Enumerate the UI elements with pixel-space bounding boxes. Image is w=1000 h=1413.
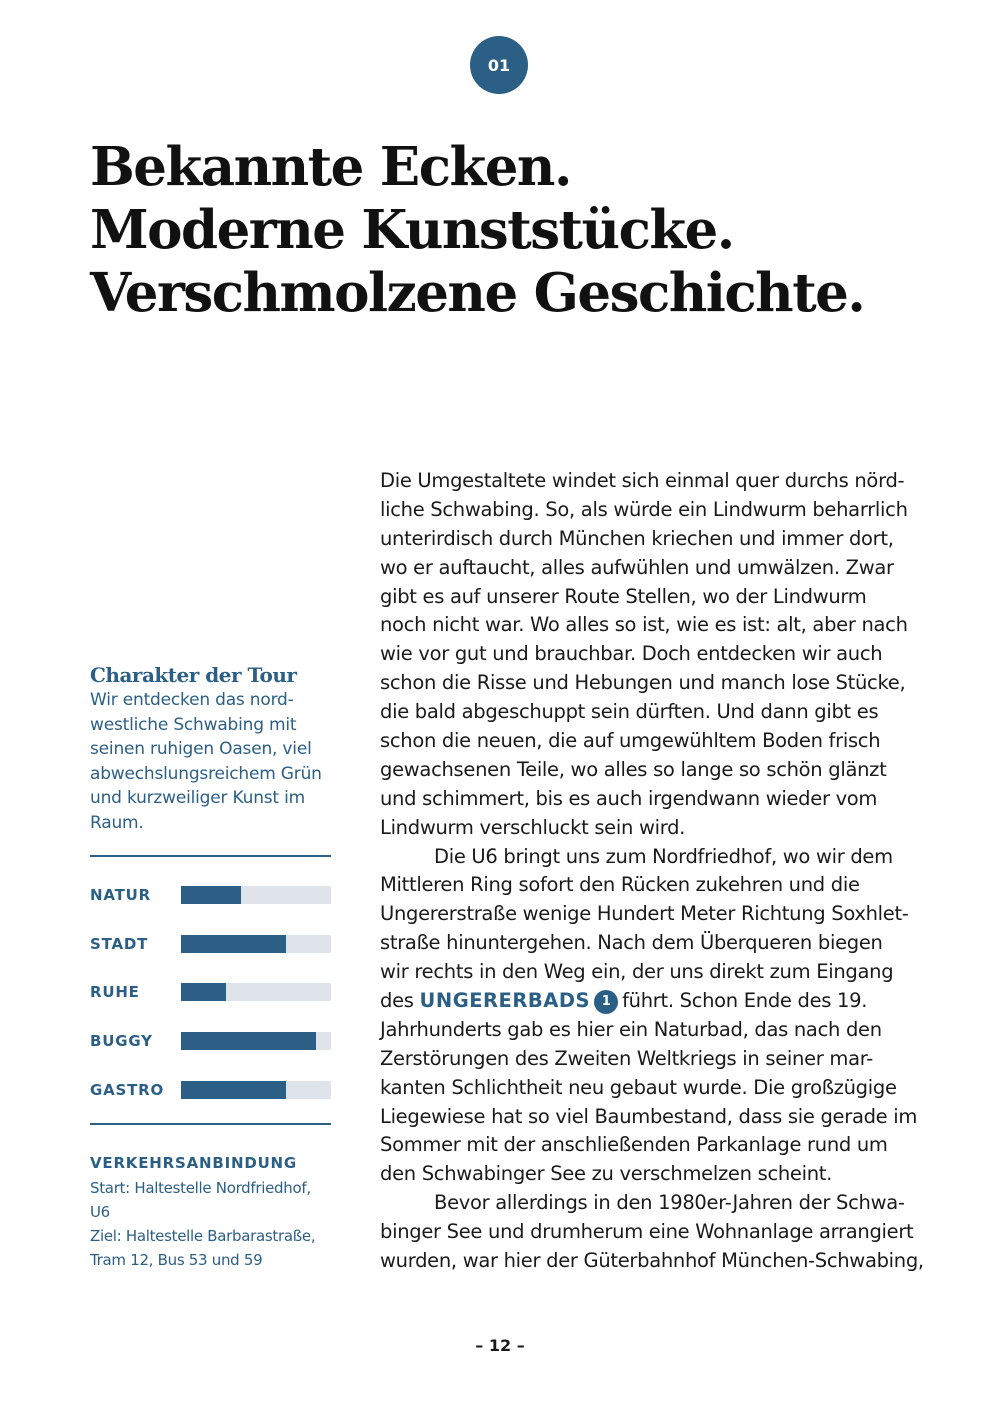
body-line: Sommer mit der anschließenden Parkanlage rund um (380, 1133, 888, 1157)
page-number: – 12 – (475, 1336, 525, 1355)
rating-fill (181, 983, 226, 1001)
transport-title: VERKEHRSANBINDUNG (90, 1154, 298, 1172)
body-line: Jahrhunderts gab es hier ein Naturbad, das nach den (380, 1017, 882, 1041)
body-line: Mittleren Ring sofort den Rücken zukehren und die (380, 873, 860, 897)
transport-line: Ziel: Haltestelle Barbarastraße, (90, 1227, 316, 1245)
tour-character-text: Wir entdecken das nord-westliche Schwabing mit seinen ruhigen Oasen, viel abwechslungsreichem Grün und kurzweiliger Kunst im Raum. (90, 690, 322, 833)
body-line: wir rechts in den Weg ein, der uns direkt zum Eingang (380, 960, 894, 984)
headline-line-1: Bekannte Ecken. (90, 136, 571, 198)
place-callout-ungererbad: UNGERERBADS (419, 989, 591, 1013)
chapter-number-badge (470, 36, 528, 94)
tour-character-title: Charakter der Tour (90, 663, 297, 687)
body-line: Zerstörungen des Zweiten Weltkriegs in seiner mar- (380, 1046, 873, 1070)
body-line: Ungererstraße wenige Hundert Meter Richtung Soxhlet- (380, 902, 909, 926)
body-line: Liegewiese hat so viel Baumbestand, dass sie gerade im (380, 1104, 918, 1128)
body-line: Die Umgestaltete windet sich einmal quer durchs nörd- (380, 469, 905, 492)
callout-prefix: des (380, 989, 414, 1013)
body-line: straße hinuntergehen. Nach dem Überqueren biegen (380, 931, 883, 955)
body-line: gibt es auf unserer Route Stellen, wo der Lindwurm (380, 584, 867, 608)
callout-suffix: führt. Schon Ende des 19. (622, 989, 868, 1013)
rating-label: RUHE (90, 983, 140, 1001)
body-line: wo er auftaucht, alles aufwühlen und umwälzen. Zwar (380, 555, 894, 579)
rating-label: STADT (90, 935, 149, 953)
body-line: liche Schwabing. So, als würde ein Lindwurm beharrlich (380, 497, 908, 521)
headline-line-3: Verschmolzene Geschichte. (90, 262, 865, 324)
rating-label: GASTRO (90, 1081, 165, 1099)
rating-fill (181, 935, 286, 953)
rating-natur (90, 885, 331, 905)
body-line: wie vor gut und brauchbar. Doch entdecken wir auch (380, 642, 883, 666)
body-line: kanten Schlichtheit neu gebaut wurde. Die großzügige (380, 1075, 897, 1099)
rating-stadt (90, 934, 331, 954)
body-line: Lindwurm verschluckt sein wird. (380, 815, 686, 839)
rating-track (181, 1032, 331, 1050)
body-line: schon die Risse und Hebungen und manch lose Stücke, (380, 671, 906, 695)
body-line: den Schwabinger See zu verschmelzen scheint. (380, 1162, 833, 1186)
rating-gastro (90, 1080, 331, 1100)
transport-line: U6 (90, 1203, 110, 1221)
body-line: Die U6 bringt uns zum Nordfriedhof, wo wir dem (434, 844, 893, 868)
rating-track (181, 1081, 331, 1099)
body-line: und schimmert, bis es auch irgendwann wieder vom (380, 786, 878, 810)
body-line-callout (380, 987, 920, 1016)
rating-fill (181, 1032, 316, 1050)
body-line: unterirdisch durch München kriechen und immer dort, (380, 526, 894, 550)
body-line: gewachsenen Teile, wo alles so lange so schön glänzt (380, 757, 887, 781)
rating-fill (181, 886, 241, 904)
sidebar-divider-bottom (90, 1123, 331, 1125)
tour-character-box (90, 662, 331, 835)
transport-info (90, 1154, 331, 1272)
body-line: binger See und drumherum eine Wohnanlage arrangiert (380, 1220, 914, 1244)
body-line: schon die neuen, die auf umgewühltem Boden frisch (380, 729, 881, 753)
rating-buggy (90, 1031, 331, 1051)
rating-track (181, 935, 331, 953)
sidebar-divider-top (90, 855, 331, 857)
rating-fill (181, 1081, 286, 1099)
body-text (380, 467, 924, 1276)
page-headline (90, 136, 970, 325)
body-line: noch nicht war. Wo alles so ist, wie es ist: alt, aber nach (380, 613, 908, 637)
rating-label: NATUR (90, 886, 151, 904)
rating-track (181, 983, 331, 1001)
map-marker-badge: 1 (594, 990, 618, 1014)
rating-track (181, 886, 331, 904)
rating-label: BUGGY (90, 1032, 153, 1050)
transport-line: Tram 12, Bus 53 und 59 (90, 1251, 263, 1269)
body-line: Bevor allerdings in den 1980er-Jahren der Schwa- (434, 1191, 905, 1215)
body-line: wurden, war hier der Güterbahnhof München-Schwabing, (380, 1249, 924, 1273)
chapter-number: 01 (487, 55, 511, 75)
body-line: die bald abgeschuppt sein dürften. Und dann gibt es (380, 700, 879, 724)
rating-ruhe (90, 982, 331, 1002)
headline-line-2: Moderne Kunststücke. (90, 199, 734, 261)
transport-line: Start: Haltestelle Nordfriedhof, (90, 1179, 311, 1197)
